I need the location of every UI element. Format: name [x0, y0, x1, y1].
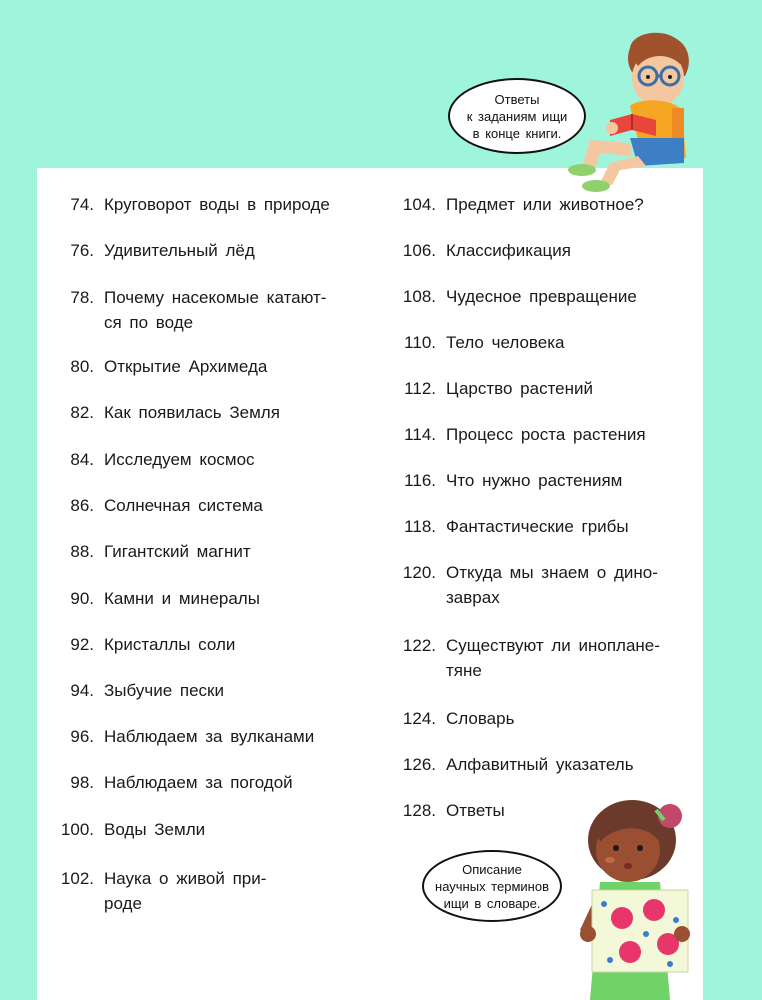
toc-title: Наука о живой при- роде — [104, 869, 267, 913]
toc-page: 100. — [60, 820, 94, 839]
toc-page: 88. — [70, 542, 94, 561]
toc-page: 124. — [402, 709, 436, 728]
toc-title: Предмет или животное? — [446, 195, 644, 214]
toc-title: Круговорот воды в природе — [104, 195, 330, 214]
toc-page: 74. — [70, 195, 94, 214]
toc-title: Словарь — [446, 709, 515, 728]
toc-title: Ответы — [446, 801, 505, 820]
toc-title: Исследуем космос — [104, 450, 255, 469]
toc-page: 108. — [402, 287, 436, 306]
toc-page: 114. — [404, 425, 436, 444]
toc-page: 84. — [70, 450, 94, 469]
toc-page: 110. — [404, 333, 436, 352]
toc-title: Царство растений — [446, 379, 594, 398]
toc-title: Солнечная система — [104, 496, 263, 515]
toc-title: Удивительный лёд — [104, 241, 255, 260]
toc-title: Что нужно растениям — [446, 471, 623, 490]
toc-title: Тело человека — [446, 333, 565, 352]
toc-page: 80. — [70, 357, 94, 376]
toc-title: Камни и минералы — [104, 589, 260, 608]
toc-page: 94. — [70, 681, 94, 700]
toc-title: Зыбучие пески — [104, 681, 224, 700]
toc-page: 96. — [70, 727, 94, 746]
speech-bubble-text: Описание научных терминов ищи в словаре. — [435, 861, 549, 911]
toc-page: 82. — [70, 403, 94, 422]
toc-page: 102. — [60, 869, 94, 888]
toc-page: 86. — [70, 496, 94, 515]
toc-page: 92. — [70, 635, 94, 654]
toc-page: 118. — [404, 517, 436, 536]
toc-title: Почему насекомые катают- ся по воде — [104, 288, 327, 332]
toc-page: 128. — [402, 801, 436, 820]
toc-page: 120. — [402, 563, 436, 582]
toc-page: 78. — [70, 288, 94, 307]
toc-title: Кристаллы соли — [104, 635, 236, 654]
toc-page: 90. — [70, 589, 94, 608]
toc-title: Фантастические грибы — [446, 517, 629, 536]
toc-page: 98. — [70, 773, 94, 792]
toc-page: 76. — [70, 241, 94, 260]
toc-title: Существуют ли иноплане- тяне — [446, 636, 660, 680]
toc-title: Как появилась Земля — [104, 403, 280, 422]
toc-title: Наблюдаем за вулканами — [104, 727, 315, 746]
toc-page: 116. — [404, 471, 436, 490]
toc-page: 112. — [404, 379, 436, 398]
speech-bubble-text: Ответы к заданиям ищи в конце книги. — [466, 91, 568, 141]
speech-bubble-glossary — [422, 850, 562, 922]
toc-page: 106. — [402, 241, 436, 260]
toc-title: Процесс роста растения — [446, 425, 646, 444]
toc-page: 104. — [402, 195, 436, 214]
toc-title: Откуда мы знаем о дино- заврах — [446, 563, 658, 607]
toc-title: Воды Земли — [104, 820, 206, 839]
toc-title: Гигантский магнит — [104, 542, 251, 561]
toc-page: 126. — [402, 755, 436, 774]
toc-page: 122. — [402, 636, 436, 655]
toc-title: Открытие Архимеда — [104, 357, 268, 376]
toc-title: Наблюдаем за погодой — [104, 773, 293, 792]
speech-bubble-answers — [448, 78, 586, 154]
toc-title: Классификация — [446, 241, 571, 260]
toc-title: Чудесное превращение — [446, 287, 637, 306]
girl-with-poster-icon — [570, 790, 710, 1000]
toc-title: Алфавитный указатель — [446, 755, 634, 774]
